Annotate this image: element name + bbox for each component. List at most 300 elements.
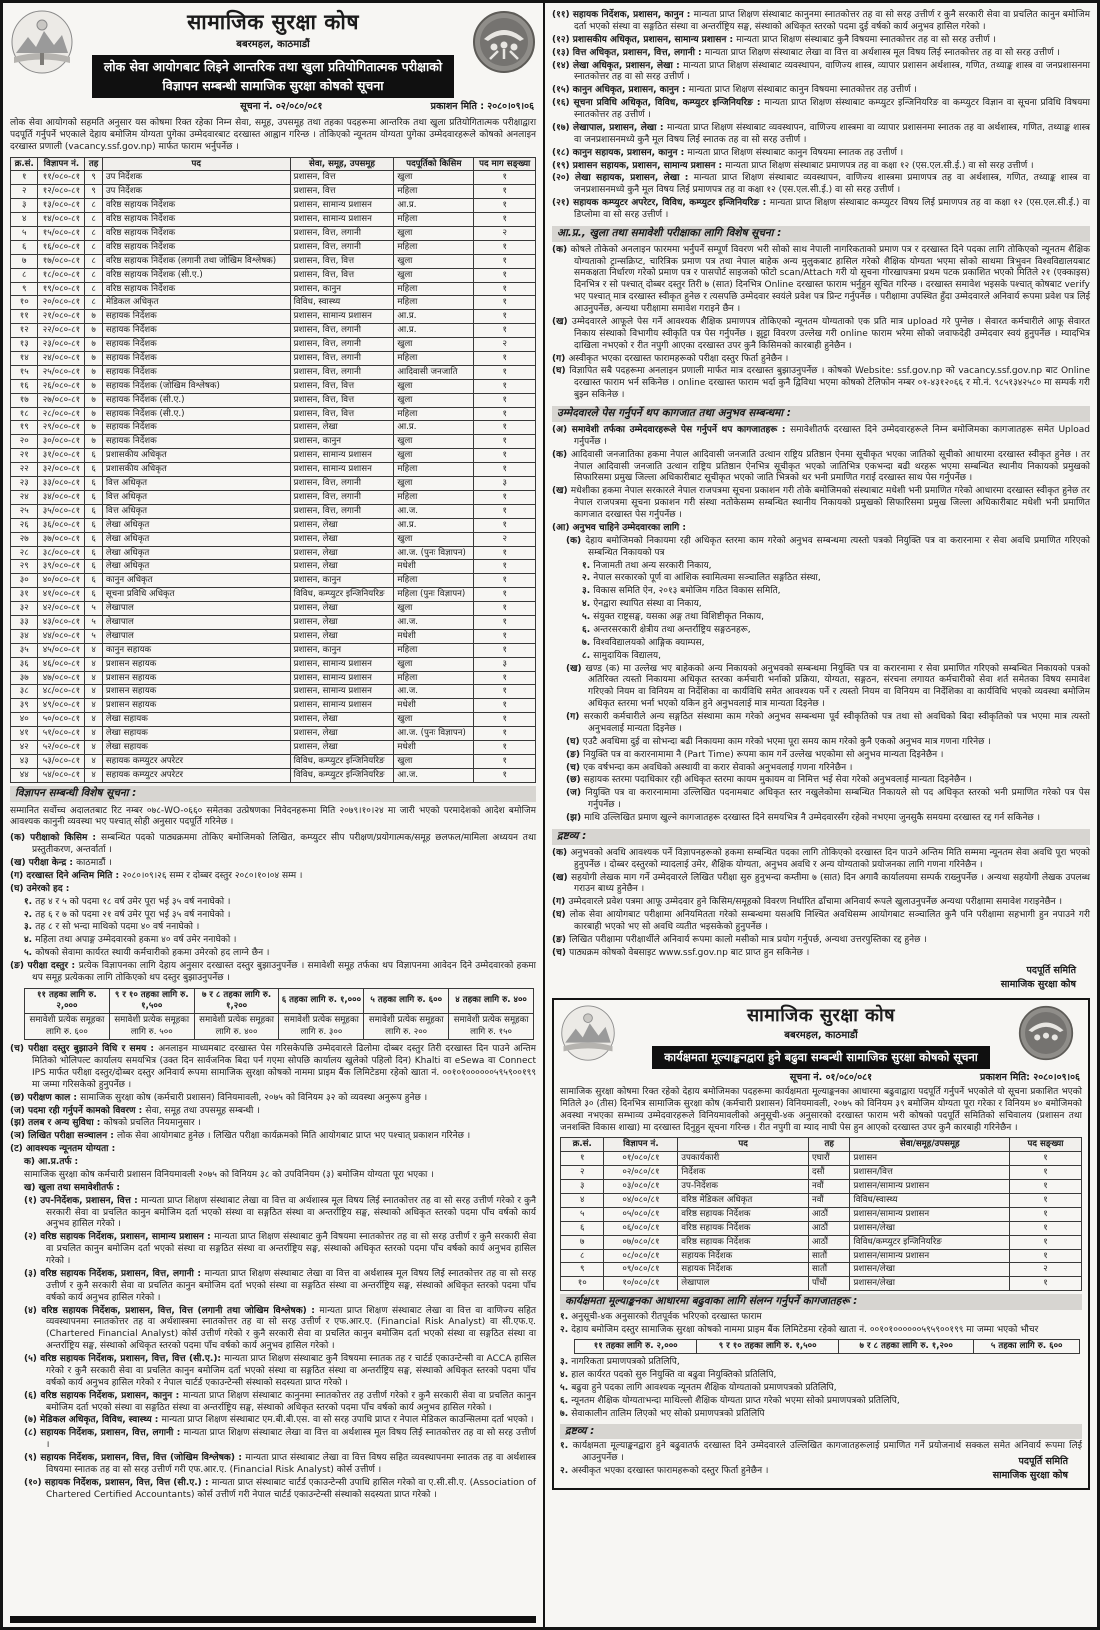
nepal-emblem-icon [10, 9, 74, 75]
table-cell: लेखा सहायक [102, 713, 290, 727]
table-cell: विविध, कम्प्युटर इन्जिनियरिङ [290, 588, 394, 602]
table-cell: ७ [85, 324, 102, 338]
table-cell: ३२/०८०-८१ [38, 463, 85, 477]
notice-item: (१) उप-निर्देशक, प्रशासन, वित्त : मान्यता प्राप्त शिक्षण संस्थाबाट लेखा वा वित्त वा अर्थशास्त्र मूल विषय लिई स्नातकोत्तर तह वा सो सरह उत्तीर्ण गरेको र कुनै सरकारी सेवा वा प्रचलित कानुन बमोजिम दर्ता भएको संस्था वा सङ्गठित संस्था वा अन्तर्राष्ट्रिय सङ्घ, संस्थाको अधिकृत स्तरको पदमा पाँच वर्षको कार्य अनुभव हासिल गरेको । [24, 1195, 537, 1230]
table-cell: ४ [85, 643, 102, 657]
table-cell: लेखा सहायक [102, 740, 290, 754]
table-cell: महिला [394, 296, 474, 310]
notice2-banner: कार्यक्षमता मूल्याङ्कनद्वारा हुने बढुवा सम्बन्धी सामाजिक सुरक्षा कोषको सूचना [652, 1046, 989, 1069]
notice-item: ३. नागरिकता प्रमाणपत्रको प्रतिलिपि, [560, 1357, 680, 1368]
table-cell: प्रशासन [850, 1152, 1010, 1166]
table-cell: ८ [85, 268, 102, 282]
column-header: तह [808, 1138, 850, 1152]
notice-item: (ज) पदमा रही गर्नुपर्ने कामको विवरण : सेवा, समूह तथा उपसमूह सम्बन्धी । [10, 1105, 260, 1116]
table-row [561, 1235, 1082, 1249]
qualification-items-right [552, 9, 1090, 223]
table-cell: १ [474, 518, 536, 532]
special-items-b [10, 1043, 536, 1502]
table-cell: प्रशासन, लेखा [290, 421, 394, 435]
table-cell: ९ [11, 282, 38, 296]
table-cell: समावेशी प्रत्येक समूहका लागि रु. ५०० [109, 1014, 194, 1040]
promotion-fee-table [574, 1339, 1080, 1354]
org-title: सामाजिक सुरक्षा कोष [187, 10, 359, 34]
notice-item: ख) खुला तथा समावेशीतर्फ : [24, 1182, 120, 1193]
notice-item: (६) वरिष्ठ सहायक निर्देशक, प्रशासन, कानुन : मान्यता प्राप्त शिक्षण संस्थाबाट कानुनमा स्नातकोत्तर तह उत्तीर्ण गरेको र कुनै सरकारी सेवा वा प्रचलित कानुन बमोजिम दर्ता भएको संस्था वा सङ्गठित संस्था वा अन्तर्राष्ट्रिय सङ्घ, संस्थाको अधिकृत स्तरको पदमा पाँच वर्षको कार्य अनुभव हासिल गरेको । [24, 1390, 537, 1413]
notice2-intro: सामाजिक सुरक्षा कोषमा रिक्त रहेको देहाय बमोजिमका पदहरूमा कार्यक्षमता मूल्याङ्कनका आधारमा बढुवाद्वारा पदपूर्ति गर्नुपर्ने भएकोले यो सूचना प्रकाशित भएको मितिले ३० (तीस) दिनभित्र सामाजिक सुरक्षा कोष (कर्मचारी प्रशासन) विनियमावली, २०७५ को विनियम ३९ बमोजिम योग्यता पूरा गरेका र विनियम ४० बमोजिमको अवस्था नभएका सम्भाव्य उम्मेदवारहरूले विनियमावलीको अनुसूची-४क अनुसारको दरखास्त फाराम भरी कोषको पदपूर्ति समितिको सचिवालय (प्रशासन तथा जनशक्ति विकास शाखा) मा दरखास्त दिनुहुन सूचना गरिन्छ । रीत नपुगी वा म्याद नाघी पेस हुन आएको दरखास्त उपर कुनै कारबाही गरिनेछैन । [560, 1086, 1082, 1133]
notice-item: ८. सामुदायिक विद्यालय, [582, 650, 662, 661]
table-cell: २ [474, 338, 536, 352]
notice-item: १. कार्यक्षमता मूल्याङ्कनद्वारा हुने बढुवातर्फ दरखास्त दिने उम्मेदवारले उल्लिखित कागजातहरूलाई प्रमाणित गर्ने प्रयोजनार्थ सक्कल समेत अनिवार्य रूपमा लिई आउनुपर्नेछ । [560, 1441, 1083, 1464]
table-cell: महिला [394, 213, 474, 227]
notice-item: (घ) उमेरको हद : [10, 883, 70, 894]
notice-item: ६. न्यूनतम शैक्षिक योग्यताभन्दा माथिल्लो शैक्षिक योग्यता प्राप्त गरेको भएमा सोको प्रमाणपत्रको प्रतिलिपि, [560, 1395, 900, 1406]
table-cell: ५ तहका लागि रु. ६०० [364, 988, 449, 1014]
table-cell: आ.प्र. [394, 518, 474, 532]
table-row [11, 435, 536, 449]
table-cell: आठौं [808, 1221, 850, 1235]
table-cell: आदिवासी जनजाति [394, 365, 474, 379]
column-header: विज्ञापन नं. [38, 157, 85, 171]
table-cell: प्रशासन, वित्त [290, 171, 394, 185]
nepal-emblem-icon [560, 1004, 624, 1062]
table-cell: खुला [394, 532, 474, 546]
left-column [3, 3, 543, 1627]
table-cell: प्रशासन, लेखा [290, 740, 394, 754]
table-row [11, 227, 536, 241]
table-cell: ४ [85, 699, 102, 713]
column-header: सेवा/समूह/उपसमूह [850, 1138, 1010, 1152]
table-cell: वित्त अधिकृत [102, 504, 290, 518]
table-cell: उप निर्देशक [102, 185, 290, 199]
notice-item: (झ) माथि उल्लिखित प्रमाण खुल्ने कागजातहरू दरखास्त दिने समयभित्र नै उम्मेदवारसँग रहेको नभएमा जुनसुकै समयमा दरखास्त रद्द गर्न सकिनेछ । [566, 813, 1041, 824]
notice-item: (ज) नियुक्ति पत्र वा करारनामामा उल्लिखित पदनामबाट अधिकृत स्तर नखुलेकोमा सम्बन्धित निकायले सो पद अधिकृत स्तरको भनी प्रमाणित गरेको पत्र पेस गर्नुपर्नेछ । [566, 788, 1090, 811]
table-cell: सहायक कम्प्युटर अपरेटर [102, 754, 290, 768]
table-cell: १ [474, 546, 536, 560]
table-cell: सहायक निर्देशक [102, 421, 290, 435]
table-cell: ६ [85, 490, 102, 504]
table-cell: सहायक निर्देशक [102, 435, 290, 449]
table-row [561, 1152, 1082, 1166]
table-cell: ०४/०८०/८१ [604, 1193, 678, 1207]
table-cell: १ [474, 199, 536, 213]
notice-item: सामाजिक सुरक्षा कोष कर्मचारी प्रशासन विनियमावली २०७५ को विनियम ३८ को उपविनियम (३) बमोजिम योग्यता पूरा भएका । [24, 1169, 434, 1180]
notice-item: (४) वरिष्ठ सहायक निर्देशक, प्रशासन, वित्त, वित्त (लगानी तथा जोखिम विश्लेषक) : मान्यता प्राप्त शिक्षण संस्थाबाट लेखा वा वित्त वा वाणिज्य सहित व्यवस्थापनमा स्नातकोत्तर तह वा अर्थशास्त्रमा स्नातकोत्तर तह वा सो सरह उत्तीर्ण र एफ.आर.ए. (Financial Risk Analyst) वा सी.एफ.ए. (Chartered Financial Analyst) कोर्स उत्तीर्ण गरेको र कुनै सरकारी सेवा वा प्रचलित कानुन बमोजिम दर्ता भएको संस्था वा सङ्गठित संस्था वा अन्तर्राष्ट्रिय सङ्घ, संस्थाको अधिकृत स्तरको पदमा पाँच वर्षको कार्य अनुभव हासिल गरेको । [24, 1305, 537, 1352]
table-cell: २७ [11, 532, 38, 546]
signature-org: सामाजिक सुरक्षा कोष [1000, 978, 1076, 990]
notice-item: (अ) समावेशी तर्फका उम्मेदवारहरूले पेस गर्नुपर्ने थप कागजातहरू : समावेशीतर्फ दरखास्त दिने उम्मेदवारहरूले निम्न बमोजिमका कागजातहरू समेत Upload गर्नुपर्नेछ । [552, 424, 1090, 447]
table-cell: ४ [85, 657, 102, 671]
column-header: तह [85, 157, 102, 171]
table-cell: समावेशी प्रत्येक समूहका लागि रु. ६०० [25, 1014, 110, 1040]
table-cell: सहायक निर्देशक [102, 338, 290, 352]
table-cell: प्रशासन, कानुन [290, 643, 394, 657]
table-row [561, 1193, 1082, 1207]
notice-item: (ङ) नियुक्ति पत्र वा करारनामामा नै (Part Time) रूपमा काम गर्ने उल्लेख भएकोमा सो अनुभव मान्यता दिइनेछैन । [566, 749, 944, 760]
special-items-a [10, 832, 536, 986]
table-cell: पाँचौं [808, 1277, 850, 1291]
table-row [11, 477, 536, 491]
notice-item: (घ) विज्ञापित सबै पदहरूमा अनलाइन प्रणाली मार्फत मात्र दरखास्त बुझाउनुपर्नेछ । कोषको Website: ssf.gov.np को vacancy.ssf.gov.np बाट Online दरखास्त फाराम भर्न सकिनेछ । online दरखास्त फाराम भर्दा कुनै द्विविधा भएमा कोषको टेलिफोन नम्बर ०१-४३१२०६६ र मो.नं. ९८५१३४२५८० मा सम्पर्क गरी बुझ्न सकिनेछ । [552, 366, 1090, 401]
table-cell: प्रशासन, वित्त, वित्त [290, 407, 394, 421]
table-cell: ४ [85, 713, 102, 727]
table-cell: लेखापाल [102, 602, 290, 616]
notice-item: १. निजामती तथा अन्य सरकारी निकाय, [582, 560, 712, 571]
table-cell: खुला [394, 449, 474, 463]
table-cell: सहायक कम्प्युटर अपरेटर [102, 768, 290, 782]
table-cell: प्रशासन/वित्त [850, 1166, 1010, 1180]
notice-item: ३. तह ८ र सो भन्दा माथिको पदमा ४० वर्ष ननाघेको । [24, 922, 200, 933]
table-cell: प्रशासन, लेखा [290, 560, 394, 574]
table-cell: वरिष्ठ सहायक निर्देशक [102, 227, 290, 241]
notice-item: (ख) मधेशीका हकमा नेपाल सरकारले नेपाल राजपत्रमा सूचना प्रकाशन गरी तोके बमोजिमको संस्थाबाट मधेशी भनी प्रमाणित गरेको आधारमा दरखास्त स्वीकृत हुनेछ तर नेपाल राजपत्रमा सूचना प्रकाशन गरी संस्था नतोकेसम्म सम्बन्धित स्थानीय निकायको प्रमुखको सिफारिसमा प्रमुख जिल्ला अधिकारीबाट मधेशी भनी प्रमाणित कागजात दरखास्त पेस गर्नुपर्नेछ । [552, 486, 1090, 521]
table-cell: विविध, कम्प्युटर इन्जिनियरिङ [290, 754, 394, 768]
table-cell: ४२/०८०-८१ [38, 602, 85, 616]
notice-item: (८) सहायक निर्देशक, प्रशासन, वित्त, लगानी : मान्यता प्राप्त शिक्षण संस्थाबाट लेखा वा वित्त वा अर्थशास्त्र मूल विषय लिई स्नातकोत्तर तह वा सो सरह उत्तीर्ण । [24, 1428, 537, 1451]
table-cell: प्रशासन, सामान्य प्रशासन [290, 310, 394, 324]
table-cell: १ [474, 171, 536, 185]
table-row [575, 1339, 1080, 1353]
notice-item: (३) वरिष्ठ सहायक निर्देशक, प्रशासन, वित्त, लगानी : मान्यता प्राप्त शिक्षण संस्थाबाट लेखा वा वित्त वा अर्थशास्त्र मूल विषय लिई स्नातकोत्तर तह वा सो सरह उत्तीर्ण र कुनै सरकारी सेवा वा प्रचलित कानुन बमोजिम दर्ता भएको संस्था वा सङ्गठित संस्था वा अन्तर्राष्ट्रिय सङ्घ, संस्थाको अधिकृत स्तरको पदमा पाँच वर्षको कार्य अनुभव हासिल गरेको । [24, 1268, 537, 1303]
table-cell: वित्त अधिकृत [102, 477, 290, 491]
table-cell: ३९ [11, 699, 38, 713]
notice-item: (१२) प्रशासकीय अधिकृत, प्रशासन, सामान्य प्रशासन : मान्यता प्राप्त शिक्षण संस्थाबाट कुनै विषयमा स्नातकोत्तर तह वा सो सरह उत्तीर्ण । [552, 34, 996, 45]
table-cell: १ [474, 699, 536, 713]
table-cell: ५ [85, 602, 102, 616]
open-exam-heading: आ.प्र., खुला तथा समावेशी परीक्षाका लागि विशेष सूचना : [552, 226, 1090, 242]
notice-item: (ग) उम्मेदवारले प्रवेश पत्रमा आफू उम्मेदवार हुने किसिम/समूहको विवरण निर्धारित ढाँचामा अनिवार्य रूपले खुलाउनुपर्नेछ अन्यथा परीक्षामा समावेश गराइनेछैन । [552, 897, 1063, 908]
table-cell: २२/०८०-८१ [38, 324, 85, 338]
notice-item: (१८) कानुन सहायक, प्रशासन, कानुन : मान्यता प्राप्त शिक्षण संस्थाबाट कानुन विषयमा स्नातक तह उत्तीर्ण । [552, 147, 904, 158]
table-cell: १ [474, 365, 536, 379]
table-cell: प्रशासन, वित्त, वित्त [290, 393, 394, 407]
notice-item: ७. विश्वविद्यालयको आङ्गिक क्याम्पस, [582, 637, 705, 648]
table-cell: आ.ज. [394, 615, 474, 629]
table-cell: ३३ [11, 615, 38, 629]
table-row [11, 602, 536, 616]
notice2-header [560, 1004, 1082, 1069]
table-cell: ४ [85, 727, 102, 741]
table-cell: सातौं [808, 1263, 850, 1277]
table-cell: २९ [11, 560, 38, 574]
table-cell: खुला [394, 338, 474, 352]
table-cell: लेखापाल [102, 629, 290, 643]
table-cell: १८/०८०-८१ [38, 268, 85, 282]
table-row [11, 574, 536, 588]
table-cell: ८ [85, 227, 102, 241]
table-cell: २६ [11, 518, 38, 532]
table-cell: १ [474, 213, 536, 227]
table-cell: खुला [394, 713, 474, 727]
table-row [25, 988, 534, 1014]
table-cell: ७ र ८ तहका लागि रु. १,२०० [838, 1339, 973, 1353]
table-cell: १ [1010, 1277, 1082, 1291]
table-cell: नवौं [808, 1180, 850, 1194]
table-cell: १ [474, 602, 536, 616]
table-cell: ६ [85, 449, 102, 463]
table-cell: प्रशासन, सामान्य प्रशासन [290, 213, 394, 227]
table-cell: ६ [561, 1221, 604, 1235]
table-cell: ०८/०८०/८१ [604, 1249, 678, 1263]
table-cell: सहायक निर्देशक (जोखिम विश्लेषक) [102, 379, 290, 393]
table-cell: ३ [474, 477, 536, 491]
notice-item: २. नेपाल सरकारको पूर्ण वा आंशिक स्वामित्वमा सञ्चालित सङ्गठित संस्था, [582, 573, 821, 584]
promotion-docs-heading: कार्यक्षमता मूल्याङ्कनका आधारमा बढुवाका लागि संलग्न गर्नुपर्ने कागजातहरू : [560, 1294, 1082, 1310]
table-cell: खुला [394, 393, 474, 407]
table-cell: ८ [561, 1249, 604, 1263]
column-header: पद सङ्ख्या [1010, 1138, 1082, 1152]
table-row [11, 324, 536, 338]
table-row [11, 338, 536, 352]
table-cell: ०६/०८०/८१ [604, 1221, 678, 1235]
table-cell: प्रशासन, लेखा [290, 727, 394, 741]
table-row [11, 268, 536, 282]
vacancy-table [10, 157, 536, 783]
table-row [11, 185, 536, 199]
table-row [11, 713, 536, 727]
table-cell: प्रशासन, कानुन [290, 282, 394, 296]
table-cell: प्रशासन, वित्त, लगानी [290, 352, 394, 366]
notice-item: (२१) सहायक कम्प्युटर अपरेटर, विविध, कम्प्युटर इन्जिनियरिङ : मान्यता प्राप्त शिक्षण संस्थाबाट कम्प्युटर विषय लिई प्रमाणपत्र तह वा कक्षा १२ (एस.एल.सी.ई.) वा डिप्लोमा वा सो सरह उत्तीर्ण । [552, 198, 1090, 220]
table-cell: ७ [85, 365, 102, 379]
notice-item: (ख) खण्ड (क) मा उल्लेख भए बाहेकको अन्य निकायको अनुभवको सम्बन्धमा नियुक्ति पत्र वा करारनामा र सेवा प्रमाणित गरिएको सम्बन्धित निकायको पत्रको अतिरिक्त त्यस्तो निकायमा अधिकृत स्तरका कर्मचारी भर्नाको प्रक्रिया, योग्यता, सङ्गठन, संरचना लगायत कर्मचारीको सेवा शर्त समेतका विषय समावेश गरिएको नियम वा विनियम वा निर्देशिका वा कार्यविधि समेत आवश्यक पर्ने र त्यस्तो नियम वा विनियम वा निर्देशिका वा कार्यविधि भएको व्यवस्था बमोजिम अधिकृत स्तरमा भर्ना भएको यकिन हुने अनुभवलाई मात्र मान्यता दिइनेछ । [566, 663, 1090, 710]
table-cell: १९/०८०-८१ [38, 282, 85, 296]
notice-item: (घ) एउटै अवधिमा दुई वा सोभन्दा बढी निकायमा काम गरेको भएमा पूरा समय काम गरेको कुनै एकको अनुभव मात्र गणना गरिनेछ । [566, 736, 991, 747]
table-cell: आठौं [808, 1207, 850, 1221]
table-cell: सहायक निर्देशक (सी.ए.) [102, 393, 290, 407]
table-cell: ७ [85, 393, 102, 407]
notice-item: (च) पाठ्यक्रम कोषको वेबसाइट www.ssf.gov.np बाट प्राप्त हुन सकिनेछ । [552, 947, 810, 958]
table-cell: ६ [85, 560, 102, 574]
table-cell: १२/०८०-८१ [38, 185, 85, 199]
notice1-pub-date: प्रकाशन मिति : २०८०।०९।०६ [430, 101, 535, 113]
table-cell: ७ [85, 379, 102, 393]
table-cell: ८ [85, 199, 102, 213]
table-cell: १ [474, 393, 536, 407]
table-cell: आ.प्र. [394, 199, 474, 213]
table-cell: प्रशासन, वित्त, वित्त [290, 379, 394, 393]
table-row [11, 671, 536, 685]
table-cell: मधेशी [394, 740, 474, 754]
notice2-masthead [628, 1004, 1014, 1069]
table-row [11, 727, 536, 741]
table-cell: प्रशासन, वित्त, वित्त [290, 254, 394, 268]
table-cell: ३१/०८०-८१ [38, 449, 85, 463]
note-heading: द्रष्टव्य : [552, 829, 1090, 845]
table-cell: प्रशासन, कानुन [290, 435, 394, 449]
table-cell: महिला [394, 407, 474, 421]
table-cell: आ.प्र. [394, 421, 474, 435]
table-cell: १० [561, 1277, 604, 1291]
table-cell: १ [474, 574, 536, 588]
table-cell: ३८ [11, 685, 38, 699]
table-cell: ९ [561, 1263, 604, 1277]
table-cell: प्रशासन, लेखा [290, 518, 394, 532]
table-cell: १ [474, 421, 536, 435]
table-row [561, 1166, 1082, 1180]
notice-item: १. तह ४ र ५ को पदमा १८ वर्ष उमेर पूरा भई ३५ वर्ष ननाघेको । [24, 896, 231, 907]
column-header: विज्ञापन नं. [604, 1138, 678, 1152]
table-cell: ६ [85, 532, 102, 546]
table-cell: विविध/कम्प्युटर इन्जिनियरिङ [850, 1235, 1010, 1249]
table-cell: ७ [85, 310, 102, 324]
notice-item: (ट) आवश्यक न्यूनतम योग्यता : [10, 1144, 116, 1155]
table-cell: प्रशासन, लेखा [290, 629, 394, 643]
table-row [11, 449, 536, 463]
table-cell: वरिष्ठ सहायक निर्देशक [102, 213, 290, 227]
table-row [11, 685, 536, 699]
table-cell: २३/०८०-८१ [38, 338, 85, 352]
notice-item: (ङ) परीक्षा दस्तुर : प्रत्येक विज्ञापनका लागि देहाय अनुसार दरखास्त दस्तुर बुझाउनुपर्नेछ । समावेशी समूह तर्फका थप विज्ञापनमा आवेदन दिने उम्मेदवारको हकमा थप समूह प्रत्येकका लागि तोकिएको थप दस्तुर बुझाउनुपर्नेछ । [10, 961, 537, 983]
notice-item: (९) सहायक निर्देशक, प्रशासन, वित्त, वित्त (जोखिम विश्लेषक) : मान्यता प्राप्त संस्थाबाट लेखा वा वित्त विषय सहित व्यवस्थापनमा स्नातक तह वा अर्थशास्त्र विषयमा स्नातक तह वा सो सरह उत्तीर्ण गरी एफ.आर.ए. (Financial Risk Analyst) कोर्स उत्तीर्ण । [24, 1453, 537, 1475]
table-cell: लेखा अधिकृत [102, 560, 290, 574]
table-cell: वरिष्ठ मेडिकल अधिकृत [678, 1193, 809, 1207]
table-cell: २० [11, 435, 38, 449]
table-cell: ३३/०८०-८१ [38, 477, 85, 491]
table-row [11, 560, 536, 574]
table-cell: ४५/०८०-८१ [38, 643, 85, 657]
table-row [11, 365, 536, 379]
table-cell: खुला [394, 379, 474, 393]
table-cell: आ.प्र. [394, 324, 474, 338]
ssf-logo-icon [1018, 1004, 1082, 1062]
table-cell: नवौं [808, 1193, 850, 1207]
table-cell: आठौं [808, 1235, 850, 1249]
table-cell: १ [474, 282, 536, 296]
table-row [11, 310, 536, 324]
table-cell: लेखा अधिकृत [102, 518, 290, 532]
notice-item: (७) मेडिकल अधिकृत, विविध, स्वास्थ्य : मान्यता प्राप्त शिक्षण संस्थाबाट एम.बी.बी.एस. वा सो सरह उपाधि प्राप्त र नेपाल मेडिकल काउन्सिलमा दर्ता भएको । [24, 1415, 534, 1426]
table-row [11, 504, 536, 518]
table-cell: ९ र १० तहका लागि रु. १,५०० [697, 1339, 839, 1353]
table-cell: प्रशासकीय अधिकृत [102, 463, 290, 477]
table-cell: १ [1010, 1207, 1082, 1221]
table-cell: प्रशासन सहायक [102, 657, 290, 671]
table-cell: १३/०८०-८१ [38, 199, 85, 213]
table-cell: प्रशासन, लेखा [290, 615, 394, 629]
table-cell: १ [1010, 1235, 1082, 1249]
table-row [11, 199, 536, 213]
table-cell: २०/०८०-८१ [38, 296, 85, 310]
table-cell: महिला (पुनः विज्ञापन) [394, 588, 474, 602]
table-row [561, 1249, 1082, 1263]
table-cell: ३४ [11, 629, 38, 643]
table-cell: १ [1010, 1221, 1082, 1235]
table-cell: प्रशासन, सामान्य प्रशासन [290, 463, 394, 477]
table-cell: ११ तहका लागि रु. २,००० [575, 1339, 697, 1353]
table-cell: समावेशी प्रत्येक समूहका लागि रु. ३०० [279, 1014, 364, 1040]
table-cell: एघारौं [808, 1152, 850, 1166]
table-cell: ११/०८०-८१ [38, 171, 85, 185]
table-cell: १९ [11, 421, 38, 435]
notice-item: (१०) सहायक निर्देशक, प्रशासन, वित्त, वित्त (सी.ए.) : मान्यता प्राप्त संस्थाबाट चार्टर्ड एकाउन्टेन्सी उपाधि हासिल गरेको वा ए.सी.सी.ए. (Association of Chartered Certified Accountants) कोर्स उत्तीर्ण गरी नेपाल चार्टर्ड एकाउन्टेन्सी संस्थाको सदस्यता प्राप्त गरेको । [24, 1477, 537, 1500]
org-address: बबरमहल, काठमाडौं [236, 38, 310, 50]
table-row [11, 407, 536, 421]
table-cell: वरिष्ठ सहायक निर्देशक [102, 282, 290, 296]
table-cell: सहायक निर्देशक [678, 1249, 809, 1263]
table-cell: प्रशासन, वित्त, वित्त [290, 268, 394, 282]
table-cell: मधेशी [394, 699, 474, 713]
table-cell: महिला [394, 643, 474, 657]
table-cell: ८ [85, 240, 102, 254]
notice-item: (ग) अस्वीकृत भएका दरखास्त फारामहरूको परीक्षा दस्तुर फिर्ता हुनेछैन । [552, 353, 789, 364]
notice-item: (छ) परीक्षण काल : सामाजिक सुरक्षा कोष (कर्मचारी प्रशासन) विनियमावली, २०७५ को विनियम ३२ को व्यवस्था अनुरूप हुनेछ । [10, 1092, 428, 1103]
table-cell: २६/०८०-८१ [38, 379, 85, 393]
notice-item: ६. अन्तरसरकारी क्षेत्रीय तथा अन्तर्राष्ट्रिय सङ्गठनहरू, [582, 624, 751, 635]
table-row [11, 629, 536, 643]
table-cell: खुला [394, 657, 474, 671]
notice-item: (ख) उम्मेदवारले आफूले पेस गर्ने आवश्यक शैक्षिक प्रमाणपत्र तोकिएको न्यूनतम योग्यताको एक प्रति मात्र upload गरे पुग्नेछ । सेवारत कर्मचारीले आफू सेवारत निकाय संस्थाको विभागीय स्वीकृति पत्र पेस गर्नुपर्नेछ । झुट्टा विवरण उल्लेख गरी online फाराम भरेमा सोको जवाफदेही उम्मेदवार स्वयं हुनुपर्नेछ । म्यादभित्र दाखिला नभएको र रीत नपुगी आएका दरखास्त उपर कुनै किसिमको कारबाही हुनेछैन । [552, 316, 1090, 351]
table-cell: १ [474, 504, 536, 518]
table-cell: ५१/०८०-८१ [38, 727, 85, 741]
notice-item: (झ) तलब र अन्य सुविधा : कोषको प्रचलित नियमानुसार । [10, 1118, 201, 1129]
table-cell: प्रशासन, वित्त, लगानी [290, 338, 394, 352]
table-cell: प्रशासन सहायक [102, 685, 290, 699]
table-cell: विविध/स्वास्थ्य [850, 1193, 1010, 1207]
table-cell: समावेशी प्रत्येक समूहका लागि रु. १५० [449, 1014, 534, 1040]
notice2-meta [562, 1072, 1080, 1085]
table-cell: १५/०८०-८१ [38, 227, 85, 241]
table-cell: प्रशासन/लेखा [850, 1277, 1010, 1291]
notice-item: (११) सहायक निर्देशक, प्रशासन, कानुन : मान्यता प्राप्त शिक्षण संस्थाबाट कानुनमा स्नातकोत्तर तह वा सो सरह उत्तीर्ण र कुनै सरकारी सेवा वा प्रचलित कानुन बमोजिम दर्ता भएको संस्था वा सङ्गठित संस्था वा अन्तर्राष्ट्रिय सङ्घ, संस्थाको अधिकृत स्तरको पदमा दुई वर्षको कार्य अनुभव हासिल गरेको । [552, 10, 1091, 32]
table-row [561, 1263, 1082, 1277]
table-cell: खुला [394, 227, 474, 241]
table-cell: प्रशासन, वित्त, लगानी [290, 324, 394, 338]
table-cell: ०९/०८०/८१ [604, 1263, 678, 1277]
notice-item: ४. हाल कार्यरत पदको सुरु नियुक्ति वा बढुवा नियुक्तिको प्रतिलिपि, [560, 1370, 777, 1381]
table-row [561, 1277, 1082, 1291]
table-row [11, 240, 536, 254]
table-cell: २१/०८०-८१ [38, 310, 85, 324]
table-row [11, 490, 536, 504]
notice1-masthead [78, 9, 468, 98]
notice1-intro: लोक सेवा आयोगको सहमति अनुसार यस कोषमा रिक्त रहेका निम्न सेवा, समूह, उपसमूह तथा तहका पदहरूमा आन्तरिक तथा खुला प्रतियोगितात्मक परीक्षाद्वारा पदपूर्ति गर्नुपर्ने भएकाले देहाय बमोजिम योग्यता पुगेका उम्मेदवारबाट दरखास्त आह्वान गरिन्छ । तोकिएको न्यूनतम योग्यता पुगेका उम्मेदवारहरूले कोषको अनलाइन दरखास्त प्रणाली (vacancy.ssf.gov.np) मार्फत फाराम भर्नुपर्नेछ । [10, 117, 537, 152]
docs-items [552, 424, 1090, 826]
signature-committee: पदपूर्ति समिति [1018, 1456, 1068, 1468]
table-cell: महिला [394, 671, 474, 685]
table-cell: ३०/०८०-८१ [38, 435, 85, 449]
table-cell: उपकार्यकारी [678, 1152, 809, 1166]
table-cell: सहायक निर्देशक [102, 352, 290, 366]
table-cell: १ [474, 560, 536, 574]
table-cell: प्रशासन/सामान्य प्रशासन [850, 1180, 1010, 1194]
table-cell: सातौं [808, 1249, 850, 1263]
table-cell: १६ [11, 379, 38, 393]
signature-org: सामाजिक सुरक्षा कोष [992, 1470, 1068, 1482]
table-row [11, 282, 536, 296]
table-cell: प्रशासन, वित्त, लगानी [290, 477, 394, 491]
column-header: पदपूर्तिको किसिम [394, 157, 474, 171]
table-cell: ४८/०८०-८१ [38, 685, 85, 699]
notice-item: (५) वरिष्ठ सहायक निर्देशक, प्रशासन, वित्त, वित्त (सी.ए.): मान्यता प्राप्त शिक्षण संस्थाबाट कुनै विषयमा स्नातक तह र चार्टर्ड एकाउन्टेन्सी वा ACCA हासिल गरेको र कुनै सरकारी सेवा वा प्रचलित कानुन बमोजिम दर्ता भएको संस्था वा सङ्गठित संस्था वा अन्तर्राष्ट्रिय सङ्घ, संस्थाको अधिकृत स्तरको पदमा पाँच वर्षको कार्य अनुभव हासिल गरेको र नेपाल चार्टर्ड एकाउन्टेन्सी संस्थाको सदस्यता प्राप्त गरेको । [24, 1354, 537, 1388]
table-cell: मधेशी [394, 560, 474, 574]
notice-item: (घ) लोक सेवा आयोगबाट परीक्षामा अनियमितता गरेको सम्बन्धमा यसअघि निश्चित अवधिसम्म आयोगबाट सञ्चालित कुनै पनि परीक्षामा सहभागी हुन नपाउने गरी कारबाही भएको भए सो अवधि व्यतीत भइसकेको हुनुपर्नेछ । [552, 910, 1090, 933]
right-column [543, 3, 1097, 1627]
notice-item: (क) कोषले तोकेको अनलाइन फारममा भर्नुपर्ने सम्पूर्ण विवरण भरी सोको साथ नेपाली नागरिकताको प्रमाण पत्र र दरखास्त दिने पदका लागि तोकिएको न्यूनतम शैक्षिक योग्यताको ट्रान्सक्रिप्ट, चारित्रिक प्रमाण पत्र तथा नेपाल बाहेक अन्य मुलुकबाट हासिल गरेको शैक्षिक योग्यता भएमा सोको साथमा त्रिभुवन विश्वविद्यालयबाट समकक्षता निर्धारण गरेको प्रमाण पत्र र पासपोर्ट साइजको फोटो scan/Attach गरी यो सूचना गोरखापत्रमा प्रथम पटक प्रकाशित भएको मितिले २१ (एक्काइस) दिनभित्र र सो पश्चात् दोब्बर दस्तुर तिरी ७ (सात) दिनभित्र Online दरखास्त फाराम भर्नुहुन सूचित गरिन्छ । दरखास्त समावेश भइसके पश्चात् कोषबाट verify भए पश्चात् मात्र दरखास्त स्वीकृत हुनेछ र त्यसपछि उम्मेदवार स्वयंले प्रवेश पत्र प्रिन्ट गर्नुपर्नेछ । परीक्षामा उपस्थित हुँदा उम्मेदवारले अनिवार्य रूपमा प्रवेश पत्र लिई आउनुपर्नेछ, अन्यथा परीक्षामा समावेश गराइने छैन । [552, 244, 1090, 315]
notice-item: (च) एक वर्षभन्दा कम अवधिको अस्थायी वा करार सेवाको अनुभवलाई गणना गरिनेछैन । [566, 762, 853, 773]
table-cell: १ [474, 254, 536, 268]
table-cell: महिला [394, 240, 474, 254]
table-cell: ७ [85, 407, 102, 421]
table-cell: ४१/०८०-८१ [38, 588, 85, 602]
table-cell: वरिष्ठ सहायक निर्देशक [102, 240, 290, 254]
table-cell: प्रशासकीय अधिकृत [102, 449, 290, 463]
table-cell: वरिष्ठ सहायक निर्देशक [678, 1235, 809, 1249]
table-cell: महिला [394, 574, 474, 588]
table-cell: १ [474, 629, 536, 643]
table-row [11, 754, 536, 768]
notice-item: (च) परीक्षा दस्तुर बुझाउने विधि र समय : अनलाइन माध्यमबाट दरखास्त पेस गरिसकेपछि उम्मेदवारले ढिलोमा दोब्बर दस्तुर तिरी दरखास्त दिन पाउने अन्तिम मितिको भोलिपल्ट कार्यालय समयभित्र (उक्त दिन सार्वजनिक बिदा पर्न गएमा सोपछि कार्यालय खुलेको पहिलो दिन) Khalti वा eSewa वा Connect IPS मार्फत परीक्षा दस्तुर/दोब्बर दस्तुर अनिवार्य रूपमा सामाजिक सुरक्षा कोषको नाममा प्राइम बैंक लिमिटेडमा रहेको खाता नं. ००१०१००००००५९५९००१९९ मा जम्मा गरिसकेको हुनुपर्नेछ । [10, 1044, 537, 1090]
notice1-banner [92, 55, 454, 99]
